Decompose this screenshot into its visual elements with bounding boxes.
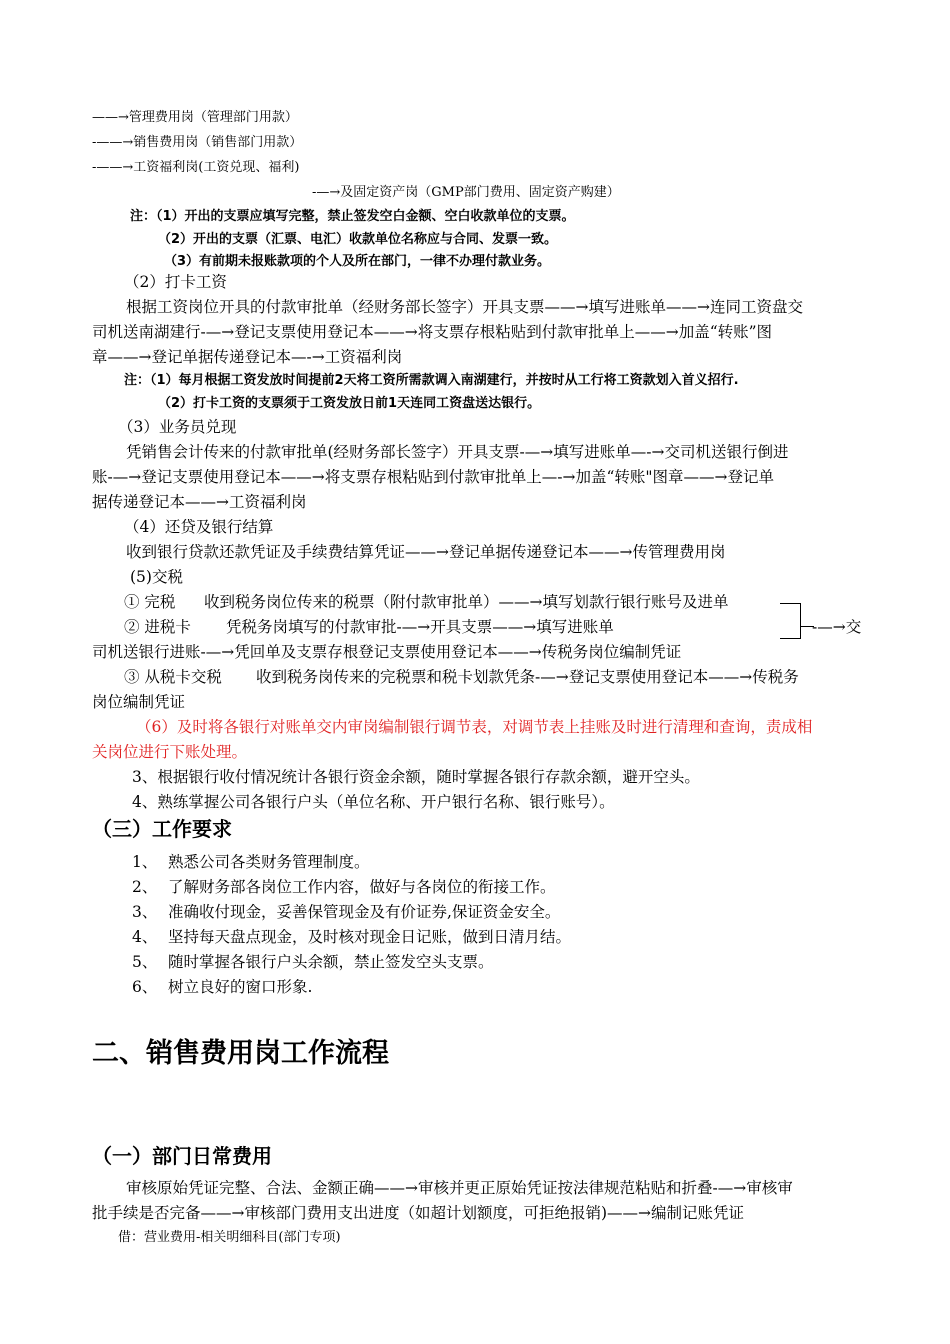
requirement-3-num: 3、 xyxy=(132,903,158,921)
flow-line-admin-expense: ——→管理费用岗（管理部门用款） xyxy=(92,110,298,125)
tax-item-1-text: 收到税务岗位传来的税票（附付款审批单）——→填写划款行银行账号及进单 xyxy=(204,593,729,611)
heading-work-requirements: （三）工作要求 xyxy=(92,817,232,841)
daily-expense-para-1: 审核原始凭证完整、合法、金额正确——→审核并更正原始凭证按法律规范粘贴和折叠-—→审核审 xyxy=(126,1179,793,1197)
tax-item-2-tail: -—→交 xyxy=(812,618,862,636)
note-1-line-1: 注：（1）开出的支票应填写完整，禁止签发空白金额、空白收款单位的支票。 xyxy=(130,209,575,224)
requirement-2-num: 2、 xyxy=(132,878,158,896)
tax-item-3-cont: 岗位编制凭证 xyxy=(92,693,186,711)
section-salesman-para-3: 据传递登记本——→工资福利岗 xyxy=(92,493,307,511)
requirement-6-text: 树立良好的窗口形象. xyxy=(168,978,313,996)
requirement-6-num: 6、 xyxy=(132,978,158,996)
tax-item-2-text: 凭税务岗填写的付款审批-—→开具支票——→填写进账单 xyxy=(226,618,614,636)
requirement-1-text: 熟悉公司各类财务管理制度。 xyxy=(168,853,370,871)
tax-merge-bracket xyxy=(780,603,801,639)
note-2-line-2: （2）打卡工资的支票须于工资发放日前1天连同工资盘送达银行。 xyxy=(158,396,541,411)
section-salesman-para-1: 凭销售会计传来的付款审批单(经财务部长签字）开具支票-—→填写进账单—-→交司机送银行倒进 xyxy=(126,443,789,461)
duty-item-4: 4、熟练掌握公司各银行户头（单位名称、开户银行名称、银行账号）。 xyxy=(132,793,615,811)
section-tax-title: (5)交税 xyxy=(130,568,183,586)
requirement-3-text: 准确收付现金，妥善保管现金及有价证券,保证资金安全。 xyxy=(168,903,561,921)
section-card-payroll-title: （2）打卡工资 xyxy=(124,273,227,291)
requirement-4-text: 坚持每天盘点现金，及时核对现金日记账，做到日清月结。 xyxy=(168,928,572,946)
section-card-payroll-para-3: 章——→登记单据传递登记本—-→工资福利岗 xyxy=(92,348,403,366)
daily-expense-para-2: 批手续是否完备——→审核部门费用支出进度（如超计划额度，可拒绝报销)——→编制记账凭证 xyxy=(92,1204,745,1222)
requirement-2-text: 了解财务部各岗位工作内容，做好与各岗位的衔接工作。 xyxy=(168,878,556,896)
note-1-line-2: （2）开出的支票（汇票、电汇）收款单位名称应与合同、发票一致。 xyxy=(158,232,558,247)
note-1-line-3: （3）有前期未报账款项的个人及所在部门，一律不办理付款业务。 xyxy=(164,254,551,269)
section-card-payroll-para-2: 司机送南湖建行-—→登记支票使用登记本——→将支票存根粘贴到付款审批单上——→加盖“转账”图 xyxy=(92,323,773,341)
section-salesman-para-2: 账-—→登记支票使用登记本——→将支票存根粘贴到付款审批单上—-→加盖“转账"图章——→登记单 xyxy=(92,468,774,486)
section-loan-title: （4）还贷及银行结算 xyxy=(124,518,274,536)
heading-sales-expense-workflow: 二、销售费用岗工作流程 xyxy=(92,1038,389,1069)
daily-expense-entry: 借：营业费用-相关明细科目(部门专项) xyxy=(118,1230,341,1245)
tax-item-2-label: ② 进税卡 xyxy=(124,618,191,636)
requirement-4-num: 4、 xyxy=(132,928,158,946)
section-reconcile-line-2: 关岗位进行下账处理。 xyxy=(92,743,248,761)
flow-line-fixed-assets: -—→及固定资产岗（GMP部门费用、固定资产购建） xyxy=(312,185,620,200)
requirement-5-text: 随时掌握各银行户头余额，禁止签发空头支票。 xyxy=(168,953,494,971)
tax-item-2-cont: 司机送银行进账-—→凭回单及支票存根登记支票使用登记本——→传税务岗位编制凭证 xyxy=(92,643,682,661)
requirement-1-num: 1、 xyxy=(132,853,158,871)
section-card-payroll-para-1: 根据工资岗位开具的付款审批单（经财务部长签字）开具支票——→填写进账单——→连同工资盘交 xyxy=(126,298,803,316)
requirement-5-num: 5、 xyxy=(132,953,158,971)
duty-item-3: 3、根据银行收付情况统计各银行资金余额，随时掌握各银行存款余额，避开空头。 xyxy=(132,768,700,786)
tax-item-3-text: 收到税务岗传来的完税票和税卡划款凭条-—→登记支票使用登记本——→传税务 xyxy=(256,668,799,686)
note-2-line-1: 注：（1）每月根据工资发放时间提前2天将工资所需款调入南湖建行，并按时从工行将工资款划入首义招行. xyxy=(124,373,739,388)
section-reconcile-line-1: （6）及时将各银行对账单交内审岗编制银行调节表，对调节表上挂账及时进行清理和查询，责成相 xyxy=(136,718,813,736)
flow-line-sales-expense: -——→销售费用岗（销售部门用款） xyxy=(92,135,303,150)
heading-department-daily-expense: （一）部门日常费用 xyxy=(92,1144,272,1168)
tax-item-3-label: ③ 从税卡交税 xyxy=(124,668,222,686)
section-loan-para-1: 收到银行贷款还款凭证及手续费结算凭证——→登记单据传递登记本——→传管理费用岗 xyxy=(126,543,726,561)
section-salesman-title: （3）业务员兑现 xyxy=(118,418,237,436)
flow-line-payroll: -——→工资福利岗(工资兑现、福利) xyxy=(92,160,300,175)
tax-item-1-label: ① 完税 xyxy=(124,593,176,611)
